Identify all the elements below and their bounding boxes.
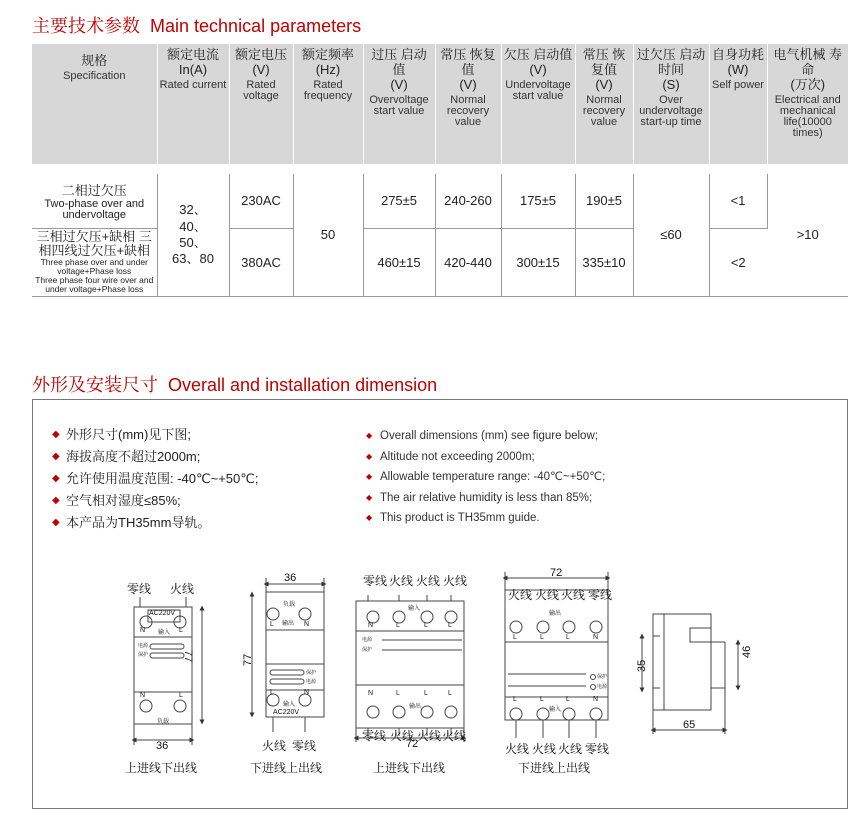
list-item: ◆ 外形尺寸(mm)见下图; (52, 424, 258, 446)
cell-overvoltage-1: 275±5 (363, 174, 435, 228)
d2-height-dim: 77 (242, 653, 254, 666)
d3-width-dim: 72 (406, 738, 419, 750)
terminal-icon (445, 706, 457, 718)
terminal-icon (421, 706, 433, 718)
header-life: 电气机械 寿命 (万次) Electrical and mechanical life(10000 times) (767, 44, 848, 164)
header-normal-recovery-2: 常压 恢复值 (V) Normal recovery value (575, 44, 633, 164)
d4-l-bottom-1: L (513, 696, 517, 703)
d4-top-label-4: 零线 (588, 588, 613, 602)
d5-dim-35: 35 (636, 659, 648, 672)
list-item: ◆ 本产品为TH35mm导轨。 (52, 512, 258, 534)
terminal-icon (510, 621, 522, 633)
terminal-icon (563, 621, 575, 633)
d3-n-top: N (368, 622, 374, 629)
d2-width-dim: 36 (284, 572, 297, 584)
header-undervoltage: 欠压 启动值 (V) Undervoltage start value (501, 44, 575, 164)
d2-ac220v: AC220V (273, 709, 300, 716)
d4-power: 电源 (597, 684, 608, 690)
header-rated-voltage: 额定电压 (V) Rated voltage (229, 44, 293, 164)
d4-l-bottom-3: L (566, 696, 570, 703)
cell-start-time: ≤60 (633, 174, 709, 296)
cell-spec-three-phase: 三相过欠压+缺相 三相四线过欠压+缺相 Three phase over and under voltage+Phase loss Three phase four wire over and under voltage+Phase loss (32, 228, 157, 296)
d3-power: 电源 (362, 637, 373, 643)
list-item: ◆ The air relative humidity is less than 85%; (366, 488, 605, 509)
d3-bottom-label-2: 火线 (390, 729, 415, 743)
terminal-icon (537, 621, 549, 633)
bullet-icon: ◆ (366, 492, 373, 502)
d1-ac220v: AC220V (149, 610, 176, 617)
d1-width-dim: 36 (156, 740, 169, 752)
d4-output: 输出 (549, 611, 562, 617)
header-start-time: 过欠压 启动时间 (S) Over undervoltage start-up time (633, 44, 709, 164)
header-normal-recovery-1: 常压 恢复值 (V) Normal recovery value (435, 44, 501, 164)
d2-n-top: N (304, 621, 310, 628)
list-item: ◆ This product is TH35mm guide. (366, 508, 605, 529)
list-item: ◆ 海拔高度不超过2000m; (52, 446, 258, 468)
d4-l-top-1: L (513, 634, 517, 641)
d1-n-bottom: N (140, 692, 146, 699)
cell-voltage-380: 380AC (229, 228, 293, 296)
d2-l-bottom: L (270, 689, 274, 696)
d4-top-label-3: 火线 (561, 588, 586, 602)
terminal-icon (510, 708, 522, 720)
d3-l-top-1: L (396, 622, 400, 629)
d3-protect: 保护 (362, 647, 373, 653)
terminal-icon (140, 700, 152, 712)
d1-l-bottom: L (179, 692, 183, 699)
diagram-5-side-view (642, 614, 738, 734)
terminal-icon (590, 621, 602, 633)
bullet-icon: ◆ (366, 451, 373, 461)
section-title-zh: 主要技术参数 (32, 16, 140, 36)
d4-l-bottom-2: L (540, 696, 544, 703)
d4-width-dim: 72 (550, 567, 563, 579)
d3-caption: 上进线下出线 (373, 761, 446, 775)
d1-load: 负载 (157, 719, 170, 725)
cell-frequency: 50 (293, 174, 363, 296)
diagram-3 (356, 595, 467, 743)
terminal-icon (537, 708, 549, 720)
d3-bottom-label-1: 零线 (362, 729, 387, 743)
d2-protect: 保护 (306, 670, 317, 676)
cell-spec-two-phase: 二相过欠压 Two-phase over and undervoltage (32, 174, 157, 228)
d4-bottom-label-1: 火线 (505, 742, 530, 756)
d1-input: 输入 (158, 630, 171, 636)
d2-output: 输出 (282, 621, 295, 627)
d1-label-neutral: 零线 (127, 582, 152, 596)
section-title-en: Overall and installation dimension (168, 375, 438, 395)
d2-label-neutral: 零线 (292, 739, 317, 753)
d2-n-bottom: N (304, 689, 310, 696)
bullet-icon: ◆ (52, 495, 60, 506)
d4-bottom-label-2: 火线 (532, 742, 557, 756)
list-item: ◆ Altitude not exceeding 2000m; (366, 447, 605, 468)
d3-top-label-1: 零线 (363, 574, 388, 588)
terminal-icon (299, 608, 311, 620)
bullet-icon: ◆ (52, 451, 60, 462)
terminal-icon (267, 608, 279, 620)
header-rated-current: 额定电流 In(A) Rated current (157, 44, 229, 164)
d2-load: 负载 (283, 602, 296, 608)
terminal-icon (563, 708, 575, 720)
list-item: ◆ 允许使用温度范围: -40℃~+50℃; (52, 468, 258, 490)
d4-protect: 保护 (597, 674, 608, 680)
d2-input: 输入 (283, 702, 296, 708)
d3-bottom-label-4: 火线 (442, 729, 467, 743)
bullet-icon: ◆ (52, 473, 60, 484)
d3-l-bottom-3: L (448, 690, 452, 697)
cell-power-2: <2 (709, 228, 767, 296)
d1-label-live: 火线 (170, 582, 195, 596)
d4-l-top-3: L (566, 634, 570, 641)
d1-height-dim: 77 (182, 650, 194, 663)
section-title-en: Main technical parameters (150, 16, 362, 36)
d3-n-bottom: N (368, 690, 374, 697)
d3-top-label-3: 火线 (416, 574, 441, 588)
cell-rated-current: 32、40、50、63、80 (157, 174, 229, 296)
cell-power-1: <1 (709, 174, 767, 228)
list-item: ◆ 空气相对湿度≤85%; (52, 490, 258, 512)
cell-overvoltage-2: 460±15 (363, 228, 435, 296)
cell-undervoltage-1: 175±5 (501, 174, 575, 228)
d4-n-bottom: N (593, 696, 599, 703)
d3-l-bottom-2: L (424, 690, 428, 697)
d4-top-label-2: 火线 (535, 588, 560, 602)
d4-l-top-2: L (540, 634, 544, 641)
d3-bottom-label-3: 火线 (417, 729, 442, 743)
d4-caption: 下进线上出线 (518, 761, 591, 775)
d2-caption: 下进线上出线 (250, 761, 323, 775)
d1-protect: 保护 (138, 652, 149, 658)
d1-power: 电源 (138, 643, 149, 649)
d3-top-label-2: 火线 (389, 574, 414, 588)
d1-n-top: N (140, 627, 146, 634)
d1-caption: 上进线下出线 (125, 761, 198, 775)
bullet-icon: ◆ (366, 513, 373, 522)
d2-power: 电源 (306, 679, 317, 685)
header-rated-frequency: 额定频率 (Hz) Rated frequency (293, 44, 363, 164)
d4-bottom-label-3: 火线 (558, 742, 583, 756)
d4-bottom-label-4: 零线 (585, 742, 610, 756)
terminal-icon (590, 708, 602, 720)
d3-top-label-4: 火线 (443, 574, 468, 588)
header-self-power: 自身功耗 (W) Self power (709, 44, 767, 164)
list-item: ◆ Overall dimensions (mm) see figure below; (366, 426, 605, 447)
d3-output: 输出 (409, 704, 422, 710)
d2-label-live: 火线 (262, 739, 287, 753)
bullet-icon: ◆ (52, 517, 60, 528)
bullet-icon: ◆ (366, 431, 373, 440)
cell-voltage-230: 230AC (229, 174, 293, 228)
d4-input: 输入 (549, 707, 562, 713)
bullet-icon: ◆ (52, 429, 60, 440)
bullet-icon: ◆ (366, 472, 373, 481)
cell-normal2-1: 190±5 (575, 174, 633, 228)
d2-l-top: L (270, 621, 274, 628)
cell-normal1-1: 240-260 (435, 174, 501, 228)
d5-dim-46: 46 (741, 645, 753, 658)
terminal-icon (367, 706, 379, 718)
terminal-icon (393, 706, 405, 718)
d3-l-bottom-1: L (396, 690, 400, 697)
cell-undervoltage-2: 300±15 (501, 228, 575, 296)
d3-l-top-2: L (424, 622, 428, 629)
section-title-zh: 外形及安装尺寸 (32, 375, 158, 395)
header-specification: 规格 Specification (32, 44, 157, 164)
d3-l-top-3: L (448, 622, 452, 629)
terminal-icon (174, 700, 186, 712)
list-item: ◆ Allowable temperature range: -40℃~+50℃; (366, 467, 605, 488)
cell-normal1-2: 420-440 (435, 228, 501, 296)
d4-n-top: N (593, 634, 599, 641)
d3-input: 输入 (408, 606, 421, 612)
d1-l-top: L (179, 627, 183, 634)
d5-dim-65: 65 (683, 719, 696, 731)
cell-life: >10 (767, 174, 848, 296)
header-overvoltage: 过压 启动值 (V) Overvoltage start value (363, 44, 435, 164)
cell-normal2-2: 335±10 (575, 228, 633, 296)
d4-top-label-1: 火线 (508, 588, 533, 602)
